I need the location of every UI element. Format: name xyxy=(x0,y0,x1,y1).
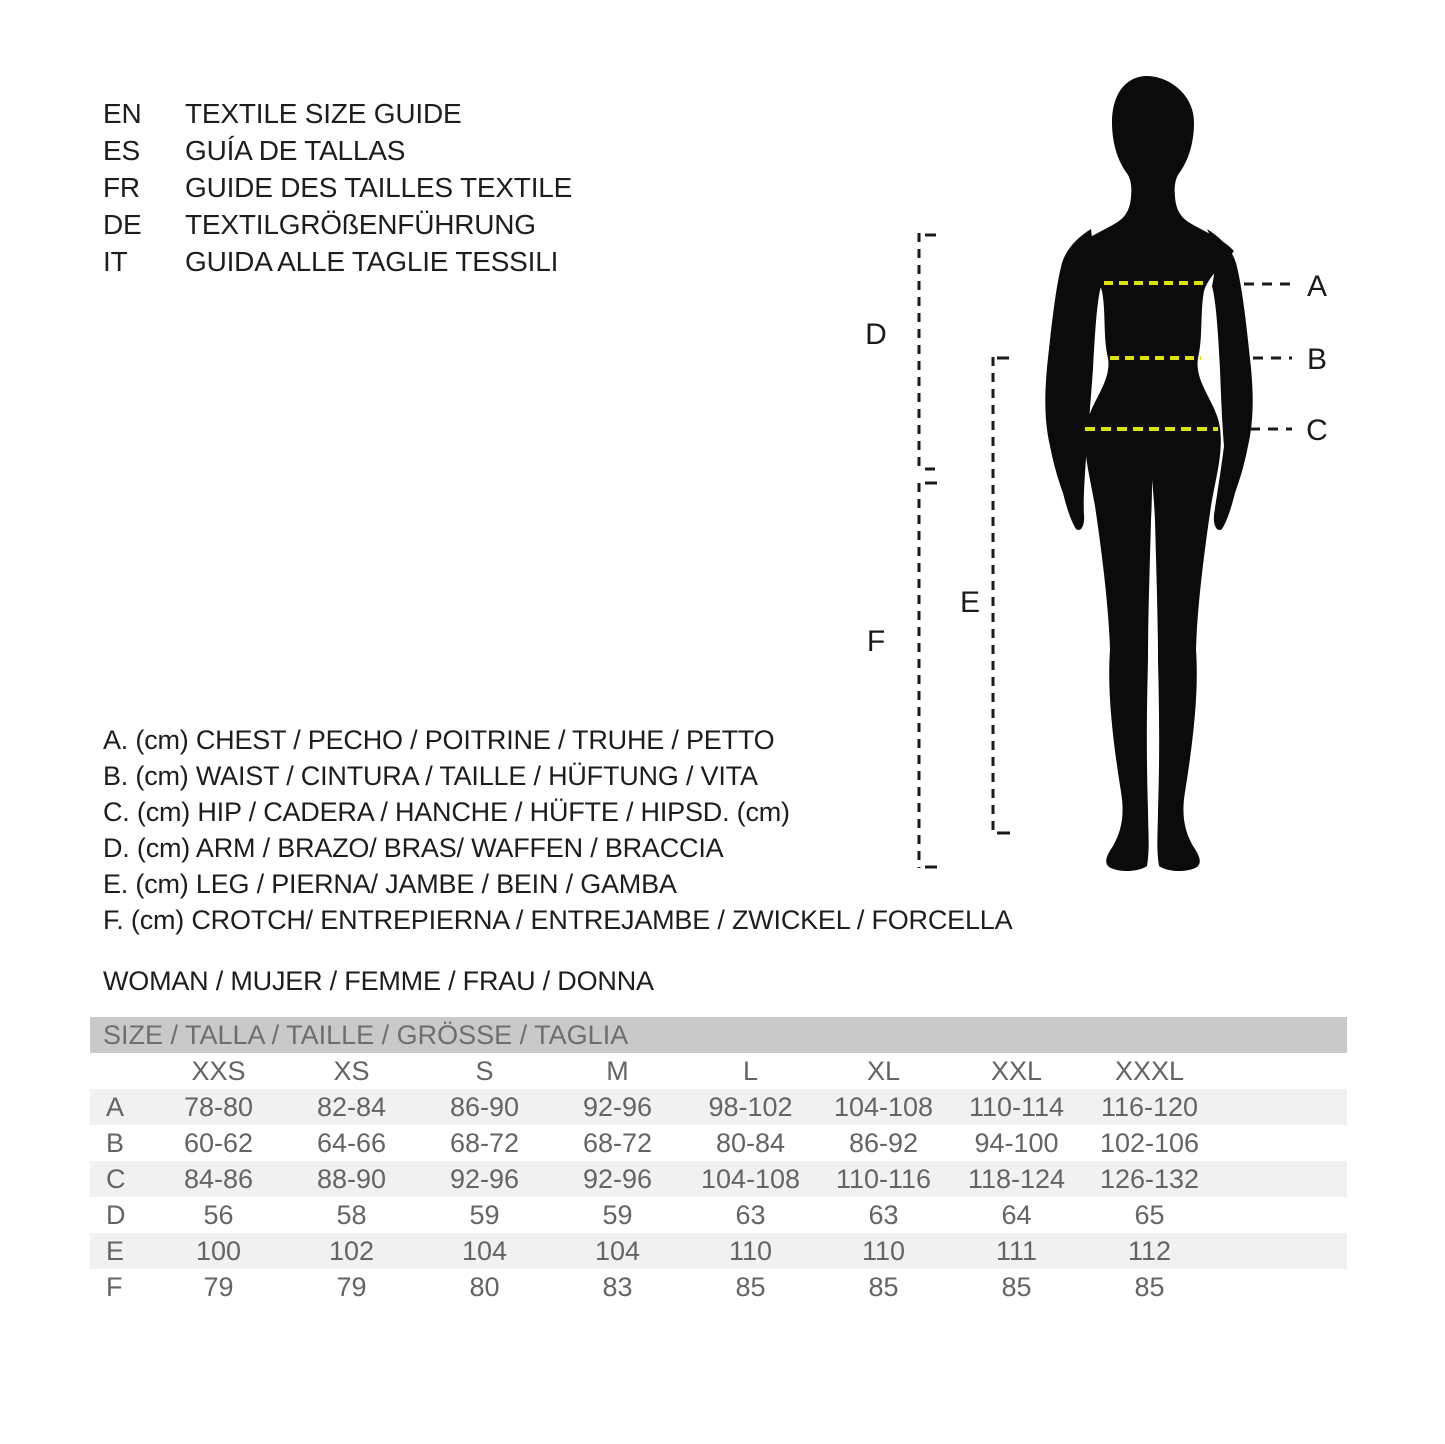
row-label: E xyxy=(90,1233,152,1269)
size-column-header: S xyxy=(475,1055,494,1086)
size-cell: 64-66 xyxy=(316,1127,387,1158)
size-cell: 85 xyxy=(1001,1271,1032,1302)
row-label: F xyxy=(106,1271,123,1302)
guide-title-de: TEXTILGRÖßENFÜHRUNG xyxy=(185,209,536,240)
size-cell: 110 xyxy=(684,1233,817,1269)
size-cell: 94-100 xyxy=(974,1127,1059,1158)
language-title-block xyxy=(103,95,572,280)
size-cell: 65 xyxy=(1134,1199,1165,1230)
size-cell: 104 xyxy=(418,1233,551,1269)
size-cell: 85 xyxy=(735,1271,766,1302)
size-cell: 126-132 xyxy=(1083,1161,1216,1197)
language-code: FR xyxy=(103,172,140,203)
size-cell: 98-102 xyxy=(684,1089,817,1125)
size-column-header: XL xyxy=(866,1055,901,1086)
size-cell: 84-86 xyxy=(152,1161,285,1197)
size-cell: 116-120 xyxy=(1083,1089,1216,1125)
measure-label-d: D xyxy=(865,318,887,351)
size-cell: 59 xyxy=(602,1199,633,1230)
filler-cell xyxy=(1216,1269,1347,1305)
corner-cell xyxy=(90,1053,152,1089)
size-cell: 110-116 xyxy=(817,1161,950,1197)
size-column-header: XS xyxy=(333,1055,370,1086)
table-row-crotch xyxy=(90,1269,1347,1305)
size-cell: 80-84 xyxy=(715,1127,786,1158)
language-row xyxy=(103,95,572,132)
filler-cell xyxy=(1216,1233,1347,1269)
row-label: A xyxy=(90,1089,152,1125)
measure-label-b: B xyxy=(1306,343,1328,376)
row-label: C xyxy=(90,1161,152,1197)
table-row-hip xyxy=(90,1161,1347,1197)
table-row-leg xyxy=(90,1233,1347,1269)
legend-item-hip: C. (cm) HIP / CADERA / HANCHE / HÜFTE / HIPSD. (cm) xyxy=(103,797,790,827)
guide-title-fr: GUIDE DES TAILLES TEXTILE xyxy=(185,172,573,203)
size-cell: 86-90 xyxy=(418,1089,551,1125)
size-cell: 68-72 xyxy=(582,1127,653,1158)
guide-title-it: GUIDA ALLE TAGLIE TESSILI xyxy=(185,246,559,277)
size-cell: 60-62 xyxy=(183,1127,254,1158)
filler-cell xyxy=(1216,1089,1347,1125)
size-columns-row xyxy=(90,1053,1347,1089)
measure-label-a: A xyxy=(1306,270,1328,303)
table-row-arm xyxy=(90,1197,1347,1233)
guide-title-en: TEXTILE SIZE GUIDE xyxy=(185,98,462,129)
legend-item-leg: E. (cm) LEG / PIERNA/ JAMBE / BEIN / GAMBA xyxy=(103,869,677,899)
size-cell: 79 xyxy=(336,1271,367,1302)
size-cell: 78-80 xyxy=(152,1089,285,1125)
size-cell: 118-124 xyxy=(950,1161,1083,1197)
language-row xyxy=(103,132,572,169)
language-code: EN xyxy=(103,98,142,129)
silhouette-body xyxy=(1072,76,1234,871)
row-label: B xyxy=(106,1127,125,1158)
size-cell: 111 xyxy=(950,1233,1083,1269)
legend-item-chest: A. (cm) CHEST / PECHO / POITRINE / TRUHE / PETTO xyxy=(103,725,775,755)
size-cell: 83 xyxy=(602,1271,633,1302)
size-cell: 92-96 xyxy=(551,1161,684,1197)
language-row xyxy=(103,169,572,206)
size-column-header: XXS xyxy=(191,1055,246,1086)
measurement-legend xyxy=(103,722,1012,938)
filler-cell xyxy=(1216,1125,1347,1161)
size-cell: 80 xyxy=(469,1271,500,1302)
size-table xyxy=(90,1017,1347,1305)
measure-label-e: E xyxy=(959,586,981,619)
size-cell: 58 xyxy=(336,1199,367,1230)
measure-label-c: C xyxy=(1306,414,1328,447)
size-cell: 92-96 xyxy=(418,1161,551,1197)
measure-label-f: F xyxy=(866,625,886,658)
size-column-header: XXL xyxy=(990,1055,1043,1086)
legend-item-waist: B. (cm) WAIST / CINTURA / TAILLE / HÜFTUNG / VITA xyxy=(103,761,758,791)
language-code: IT xyxy=(103,246,128,277)
legend-item-crotch: F. (cm) CROTCH/ ENTREPIERNA / ENTREJAMBE / ZWICKEL / FORCELLA xyxy=(103,905,1013,935)
size-cell: 79 xyxy=(203,1271,234,1302)
size-cell: 110 xyxy=(817,1233,950,1269)
table-row-waist xyxy=(90,1125,1347,1161)
size-cell: 56 xyxy=(203,1199,234,1230)
size-cell: 68-72 xyxy=(449,1127,520,1158)
filler-cell xyxy=(1216,1161,1347,1197)
size-cell: 110-114 xyxy=(950,1089,1083,1125)
size-cell: 63 xyxy=(868,1199,899,1230)
section-title-woman: WOMAN / MUJER / FEMME / FRAU / DONNA xyxy=(103,966,654,996)
language-code: DE xyxy=(103,209,142,240)
size-table-header-row xyxy=(90,1017,1347,1053)
woman-silhouette xyxy=(1045,76,1252,871)
size-cell: 63 xyxy=(735,1199,766,1230)
size-cell: 104-108 xyxy=(817,1089,950,1125)
language-row xyxy=(103,243,572,280)
size-column-header: M xyxy=(606,1055,629,1086)
size-cell: 85 xyxy=(1134,1271,1165,1302)
row-label: D xyxy=(106,1199,126,1230)
size-cell: 88-90 xyxy=(285,1161,418,1197)
language-row xyxy=(103,206,572,243)
size-cell: 64 xyxy=(1001,1199,1032,1230)
size-cell: 82-84 xyxy=(285,1089,418,1125)
language-code: ES xyxy=(103,135,140,166)
size-cell: 86-92 xyxy=(848,1127,919,1158)
size-column-header: L xyxy=(742,1055,759,1086)
size-cell: 104-108 xyxy=(684,1161,817,1197)
size-cell: 85 xyxy=(868,1271,899,1302)
size-column-header: XXXL xyxy=(1114,1055,1185,1086)
guide-title-es: GUÍA DE TALLAS xyxy=(185,135,406,166)
size-cell: 102-106 xyxy=(1099,1127,1200,1158)
table-row-chest xyxy=(90,1089,1347,1125)
size-cell: 104 xyxy=(551,1233,684,1269)
filler-cell xyxy=(1216,1053,1347,1089)
size-table-header: SIZE / TALLA / TAILLE / GRÖSSE / TAGLIA xyxy=(90,1017,1347,1053)
legend-item-arm: D. (cm) ARM / BRAZO/ BRAS/ WAFFEN / BRACCIA xyxy=(103,833,724,863)
size-cell: 102 xyxy=(285,1233,418,1269)
size-cell: 100 xyxy=(152,1233,285,1269)
size-cell: 112 xyxy=(1083,1233,1216,1269)
size-cell: 59 xyxy=(469,1199,500,1230)
filler-cell xyxy=(1216,1197,1347,1233)
size-cell: 92-96 xyxy=(551,1089,684,1125)
